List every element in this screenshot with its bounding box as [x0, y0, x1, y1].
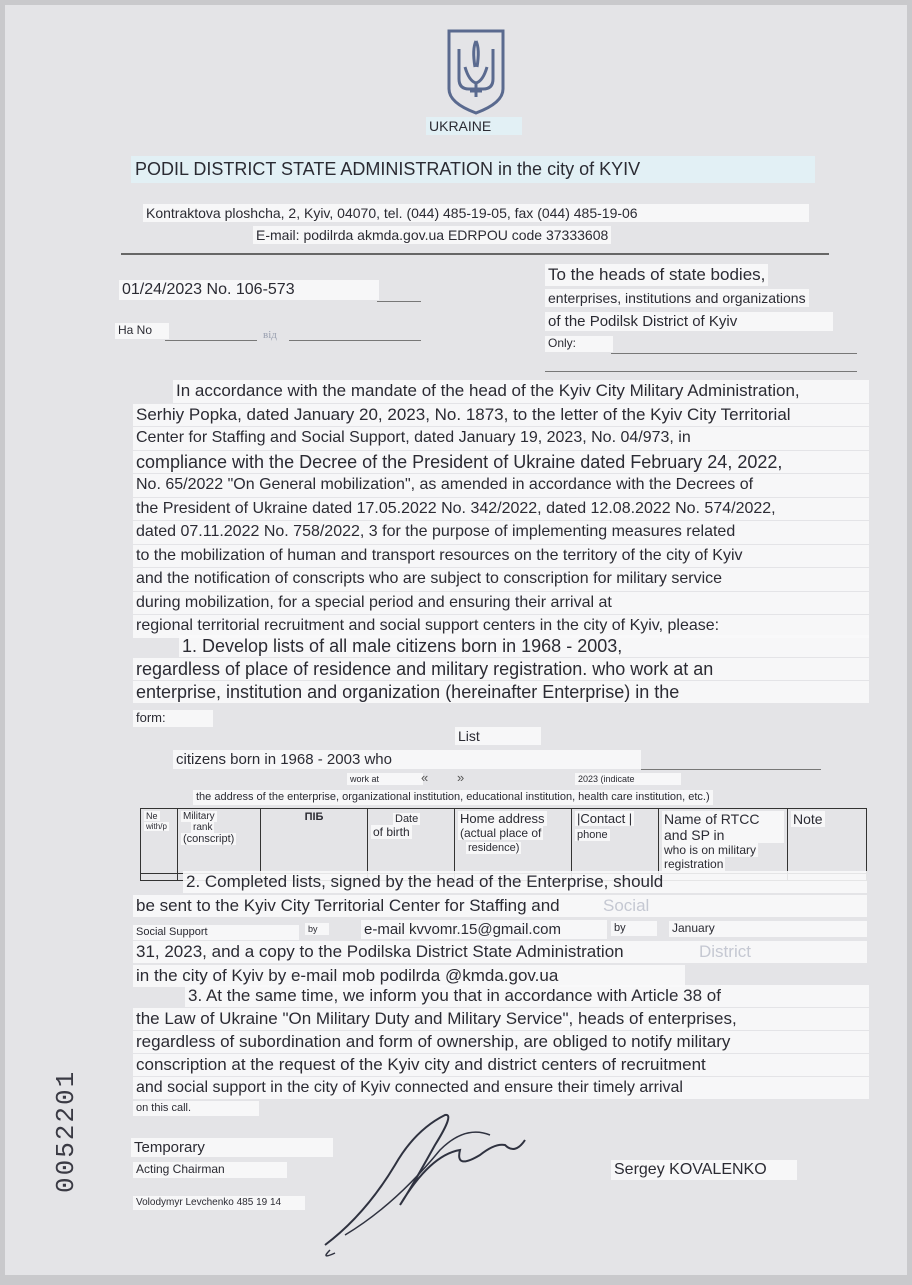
only-rule-2 — [545, 371, 857, 372]
handwritten-signature — [305, 1095, 545, 1265]
col-rank-label-2: rank — [193, 822, 213, 833]
mandate-line: regional territorial recruitment and social support centers in the city of Kyiv, please: — [133, 615, 869, 638]
signatory-name: Sergey KOVALENKO — [611, 1160, 797, 1180]
submit-line-5: in the city of Kyiv by e-mail mob podilrda @kmda.gov.ua — [133, 965, 685, 987]
col-number-label: Ne — [146, 811, 158, 821]
addressee-line-3: of the Podilsk District of Kyiv — [545, 312, 833, 331]
notify-line: 3. At the same time, we inform you that in accordance with Article 38 of — [185, 985, 869, 1007]
col-rank — [178, 809, 261, 874]
col-rtcc-label: Name of RTCC and SP in — [662, 811, 784, 843]
serial-number: 0052201 — [51, 1069, 81, 1193]
document-date-number: 01/24/2023 No. 106-573 — [119, 280, 379, 300]
col-address-label-3: residence) — [468, 842, 520, 854]
reply-rule — [165, 340, 257, 341]
list-title: List — [455, 727, 541, 745]
mandate-line: the President of Ukraine dated 17.05.2022 No. 342/2022, dated 12.08.2022 No. 574/2022, — [133, 498, 869, 521]
submit-line-4-tail: District — [699, 942, 751, 961]
quote-close-mark: » — [457, 770, 465, 785]
date-rule — [377, 301, 421, 302]
submit-line-2: be sent to the Kyiv City Territorial Center for Staffing and — [133, 895, 867, 917]
col-contact-label: |Contact | — [577, 811, 633, 826]
col-contact-label-2: phone — [577, 829, 608, 841]
col-note-label: Note — [793, 811, 823, 827]
col-dob-label: Date — [395, 813, 419, 825]
address-line: Kontraktova ploshcha, 2, Kyiv, 04070, tel. (044) 485-19-05, fax (044) 485-19-06 — [143, 204, 809, 222]
from-label: від — [263, 329, 277, 341]
col-address-label: Home address — [460, 811, 545, 826]
trident-emblem-icon — [445, 27, 507, 115]
col-pib-label: ПІБ — [304, 811, 324, 823]
col-number-label-2: with/p — [146, 822, 167, 831]
notify-line: the Law of Ukraine "On Military Duty and Military Service", heads of enterprises, — [133, 1008, 869, 1030]
letter-page — [5, 5, 907, 1275]
executor-contact: Volodymyr Levchenko 485 19 14 — [133, 1196, 305, 1210]
by-label-1: by — [305, 923, 329, 935]
addressee-only-label: Only: — [545, 336, 613, 352]
mandate-line: to the mobilization of human and transport resources on the territory of the city of Kyiv — [133, 545, 869, 568]
country-name: UKRAINE — [426, 117, 522, 135]
mandate-line: compliance with the Decree of the President of Ukraine dated February 24, 2022, — [133, 451, 869, 474]
email-line: E-mail: podilrda akmda.gov.ua EDRPOU code 37333608 — [253, 226, 611, 244]
col-contact — [572, 809, 659, 874]
col-number — [141, 809, 178, 874]
col-rtcc-label-2: who is on military — [664, 843, 757, 857]
address-note: the address of the enterprise, organizational institution, educational institution, health care institution, etc.) — [193, 790, 713, 805]
submit-line-1: 2. Completed lists, signed by the head of the Enterprise, should — [183, 871, 867, 893]
form-label: form: — [133, 710, 213, 727]
col-rtcc — [659, 809, 788, 874]
mandate-line: In accordance with the mandate of the head of the Kyiv City Military Administration, — [173, 380, 869, 403]
list-subtitle: citizens born in 1968 - 2003 who — [173, 750, 641, 769]
subtitle-rule — [641, 769, 821, 770]
mandate-line: and the notification of conscripts who are subject to conscription for military service — [133, 568, 869, 591]
submit-line-2-tail: Social — [603, 896, 650, 915]
mandate-line: Center for Staffing and Social Support, dated January 19, 2023, No. 04/973, in — [133, 427, 869, 450]
signatory-title-2: Acting Chairman — [133, 1162, 287, 1178]
header-divider — [121, 253, 829, 255]
develop-line: enterprise, institution and organization (hereinafter Enterprise) in the — [133, 681, 869, 703]
social-support-label: Social Support — [133, 925, 299, 940]
by-label-2: by — [611, 921, 657, 936]
quote-open-mark: « — [421, 770, 429, 785]
mandate-line: No. 65/2022 "On General mobilization", as amended in accordance with the Decrees of — [133, 474, 869, 497]
submit-line-4: 31, 2023, and a copy to the Podilska District State Administration — [133, 941, 867, 963]
from-rule — [289, 340, 421, 341]
mandate-line: during mobilization, for a special period and ensuring their arrival at — [133, 592, 869, 615]
work-at-label: work at — [347, 773, 423, 785]
january-label: January — [669, 921, 867, 937]
paragraph-develop-lists — [133, 635, 869, 704]
col-note — [788, 809, 867, 874]
year-note: 2023 (indicate — [575, 773, 681, 785]
mandate-line: dated 07.11.2022 No. 758/2022, 3 for the purpose of implementing measures related — [133, 521, 869, 544]
only-rule — [611, 353, 857, 354]
notify-line: and social support in the city of Kyiv connected and ensure their timely arrival — [133, 1077, 869, 1099]
addressee-line-1: To the heads of state bodies, — [545, 264, 768, 286]
develop-line: 1. Develop lists of all male citizens born in 1968 - 2003, — [179, 635, 869, 657]
col-rank-label-3: (conscript) — [183, 833, 235, 845]
col-dob — [368, 809, 455, 874]
mandate-line: Serhiy Popka, dated January 20, 2023, No. 1873, to the letter of the Kyiv City Territorial — [133, 404, 869, 427]
col-dob-label-2: of birth — [373, 825, 410, 839]
signatory-title-1: Temporary — [131, 1138, 333, 1157]
table-header-row — [141, 809, 867, 874]
paragraph-mandate — [133, 380, 869, 639]
notify-line: regardless of subordination and form of ownership, are obliged to notify military — [133, 1031, 869, 1053]
contact-email: e-mail kvvomr.15@gmail.com — [361, 920, 607, 939]
administration-name: PODIL DISTRICT STATE ADMINISTRATION in the city of KYIV — [131, 156, 815, 183]
col-address — [455, 809, 572, 874]
col-rtcc-label-3: registration — [664, 857, 724, 871]
addressee-line-2: enterprises, institutions and organizations — [545, 289, 809, 307]
notify-last-line: on this call. — [133, 1101, 259, 1116]
reply-to-label: Ha No — [115, 323, 169, 339]
col-rank-label: Military — [183, 811, 215, 822]
develop-line: regardless of place of residence and military registration. who work at an — [133, 658, 869, 680]
col-pib — [261, 809, 368, 874]
paragraph-notify — [133, 985, 869, 1100]
col-address-label-2: (actual place of — [460, 826, 542, 840]
notify-line: conscription at the request of the Kyiv city and district centers of recruitment — [133, 1054, 869, 1076]
